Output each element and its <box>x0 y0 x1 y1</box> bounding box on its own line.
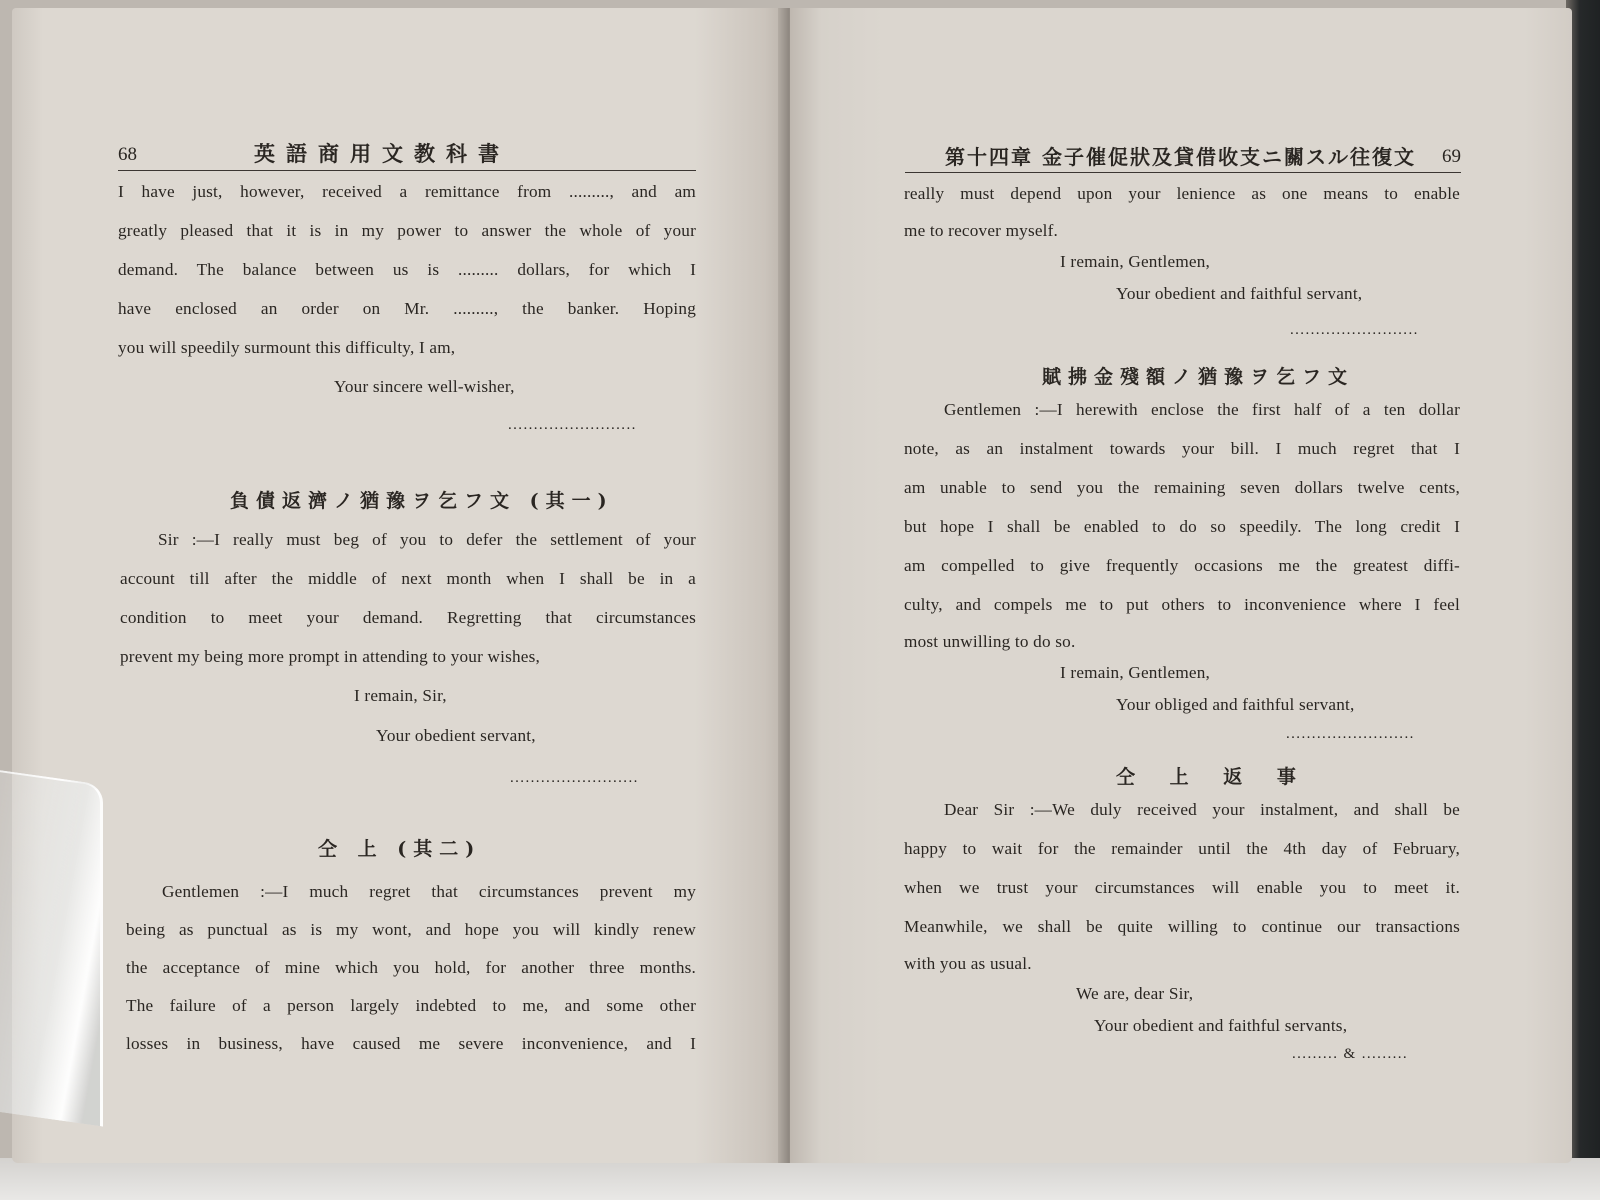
section-heading: 賦拂金殘額ノ猶豫ヲ乞フ文 <box>1042 366 1355 388</box>
running-title: 英語商用文教科書 <box>254 141 510 166</box>
text-line: Gentlemen :—I herewith enclose the first half of a ten dollar <box>944 400 1460 419</box>
section-heading: 仝 上 (其二) <box>318 838 482 860</box>
text-line: The failure of a person largely indebted to me, and some other <box>126 996 696 1015</box>
text-line: with you as usual. <box>904 954 1032 973</box>
text-line: note, as an instalment towards your bill. I much regret that I <box>904 439 1460 458</box>
text-line: really must depend upon your lenience as one means to enable <box>904 184 1460 203</box>
closing-line: Your obedient servant, <box>376 726 536 745</box>
text-line: culty, and compels me to put others to inconvenience where I feel <box>904 595 1460 614</box>
closing-line: We are, dear Sir, <box>1076 984 1194 1003</box>
text-line: have enclosed an order on Mr. ........., the banker. Hoping <box>118 299 696 318</box>
glass-page-weight <box>0 767 103 1126</box>
signature-line: ......................... <box>1290 322 1419 338</box>
right-page <box>790 8 1572 1163</box>
signature-line: ......................... <box>1286 726 1415 742</box>
text-line: am compelled to give frequently occasions me the greatest diffi- <box>904 556 1460 575</box>
text-line: Meanwhile, we shall be quite willing to continue our transactions <box>904 917 1460 936</box>
text-line: being as punctual as is my wont, and hope you will kindly renew <box>126 920 696 939</box>
text-line: but hope I shall be enabled to do so speedily. The long credit I <box>904 517 1460 536</box>
text-line: the acceptance of mine which you hold, for another three months. <box>126 958 696 977</box>
text-line: most unwilling to do so. <box>904 632 1076 651</box>
text-line: me to recover myself. <box>904 221 1059 240</box>
page-number: 68 <box>118 144 137 165</box>
text-line: prevent my being more prompt in attending to your wishes, <box>120 647 541 666</box>
closing-line: Your sincere well-wisher, <box>334 377 515 396</box>
text-line: am unable to send you the remaining seven dollars twelve cents, <box>904 478 1460 497</box>
text-line: you will speedily surmount this difficulty, I am, <box>118 338 456 357</box>
running-title: 第十四章 金子催促狀及貸借收支ニ關スル往復文 <box>945 145 1416 169</box>
right-running-head <box>905 132 1461 173</box>
text-line: account till after the middle of next month when I shall be in a <box>120 569 696 588</box>
signature-line: ......................... <box>510 770 639 786</box>
page-number: 69 <box>1442 146 1461 167</box>
left-running-head <box>118 130 696 171</box>
closing-line: Your obedient and faithful servants, <box>1094 1016 1348 1035</box>
text-line: losses in business, have caused me severe inconvenience, and I <box>126 1034 696 1053</box>
text-line: demand. The balance between us is ......... dollars, for which I <box>118 260 696 279</box>
text-line: greatly pleased that it is in my power to answer the whole of your <box>118 221 696 240</box>
section-heading: 仝 上 返 事 <box>1116 766 1310 788</box>
left-page <box>12 8 788 1163</box>
closing-line: I remain, Sir, <box>354 686 447 705</box>
text-line: Gentlemen :—I much regret that circumstances prevent my <box>162 882 696 901</box>
closing-line: Your obliged and faithful servant, <box>1116 695 1355 714</box>
signature-line: ......................... <box>508 417 637 433</box>
section-heading: 負債返濟ノ猶豫ヲ乞フ文 (其一) <box>230 490 614 512</box>
text-line: happy to wait for the remainder until the 4th day of February, <box>904 839 1460 858</box>
table-surface <box>0 1158 1600 1200</box>
text-line: when we trust your circumstances will enable you to meet it. <box>904 878 1460 897</box>
closing-line: I remain, Gentlemen, <box>1060 663 1211 682</box>
text-line: Dear Sir :—We duly received your instalment, and shall be <box>944 800 1460 819</box>
signature-line: ......... & ......... <box>1292 1046 1409 1062</box>
closing-line: I remain, Gentlemen, <box>1060 252 1211 271</box>
text-line: I have just, however, received a remittance from ........., and am <box>118 182 696 201</box>
text-line: condition to meet your demand. Regretting that circumstances <box>120 608 696 627</box>
text-line: Sir :—I really must beg of you to defer the settlement of your <box>158 530 696 549</box>
closing-line: Your obedient and faithful servant, <box>1116 284 1363 303</box>
